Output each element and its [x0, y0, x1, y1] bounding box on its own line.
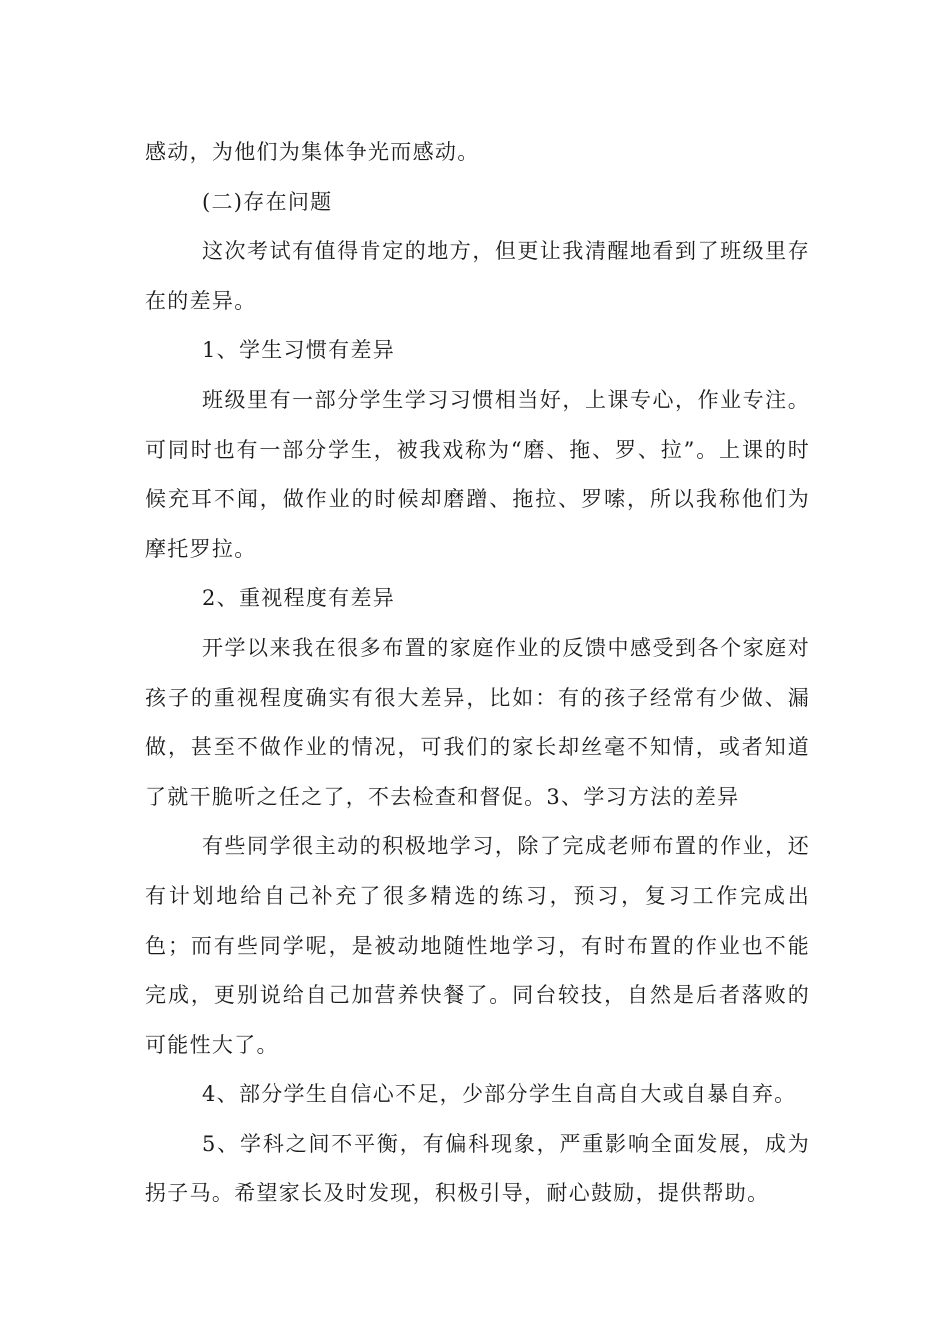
subheading-attention: 2、重视程度有差异 [202, 586, 396, 611]
paragraph-intro: 这次考试有值得肯定的地方，但更让我清醒地看到了班级里存在的差异。 [145, 239, 810, 313]
section-heading-problems: (二)存在问题 [202, 189, 333, 214]
item-confidence: 4、部分学生自信心不足，少部分学生自高自大或自暴自弃。 [202, 1082, 797, 1107]
item-balance: 5、学科之间不平衡，有偏科现象，严重影响全面发展，成为拐子马。希望家长及时发现，积极引导，耐心鼓励，提供帮助。 [145, 1131, 810, 1206]
paragraph-methods: 有些同学很主动的积极地学习，除了完成老师布置的作业，还有计划地给自己补充了很多精选的练习，预习，复习工作完成出色；而有些同学呢，是被动地随性地学习，有时布置的作业也不能完成，更别说给自己加营养快餐了。同台较技，自然是后者落败的可能性大了。 [145, 834, 810, 1057]
paragraph-attention: 开学以来我在很多布置的家庭作业的反馈中感受到各个家庭对孩子的重视程度确实有很大差异，比如：有的孩子经常有少做、漏做，甚至不做作业的情况，可我们的家长却丝毫不知情，或者知道了就干脆听之任之了，不去检查和督促。3、学习方法的差异 [145, 635, 810, 809]
paragraph-continuation: 感动，为他们为集体争光而感动。 [145, 140, 480, 164]
paragraph-habits: 班级里有一部分学生学习习惯相当好，上课专心，作业专注。可同时也有一部分学生，被我戏称为“磨、拖、罗、拉”。上课的时候充耳不闻，做作业的时候却磨蹭、拖拉、罗嗦，所以我称他们为摩托罗拉。 [145, 387, 810, 561]
document-body [145, 128, 810, 1219]
subheading-habits: 1、学生习惯有差异 [202, 338, 396, 363]
